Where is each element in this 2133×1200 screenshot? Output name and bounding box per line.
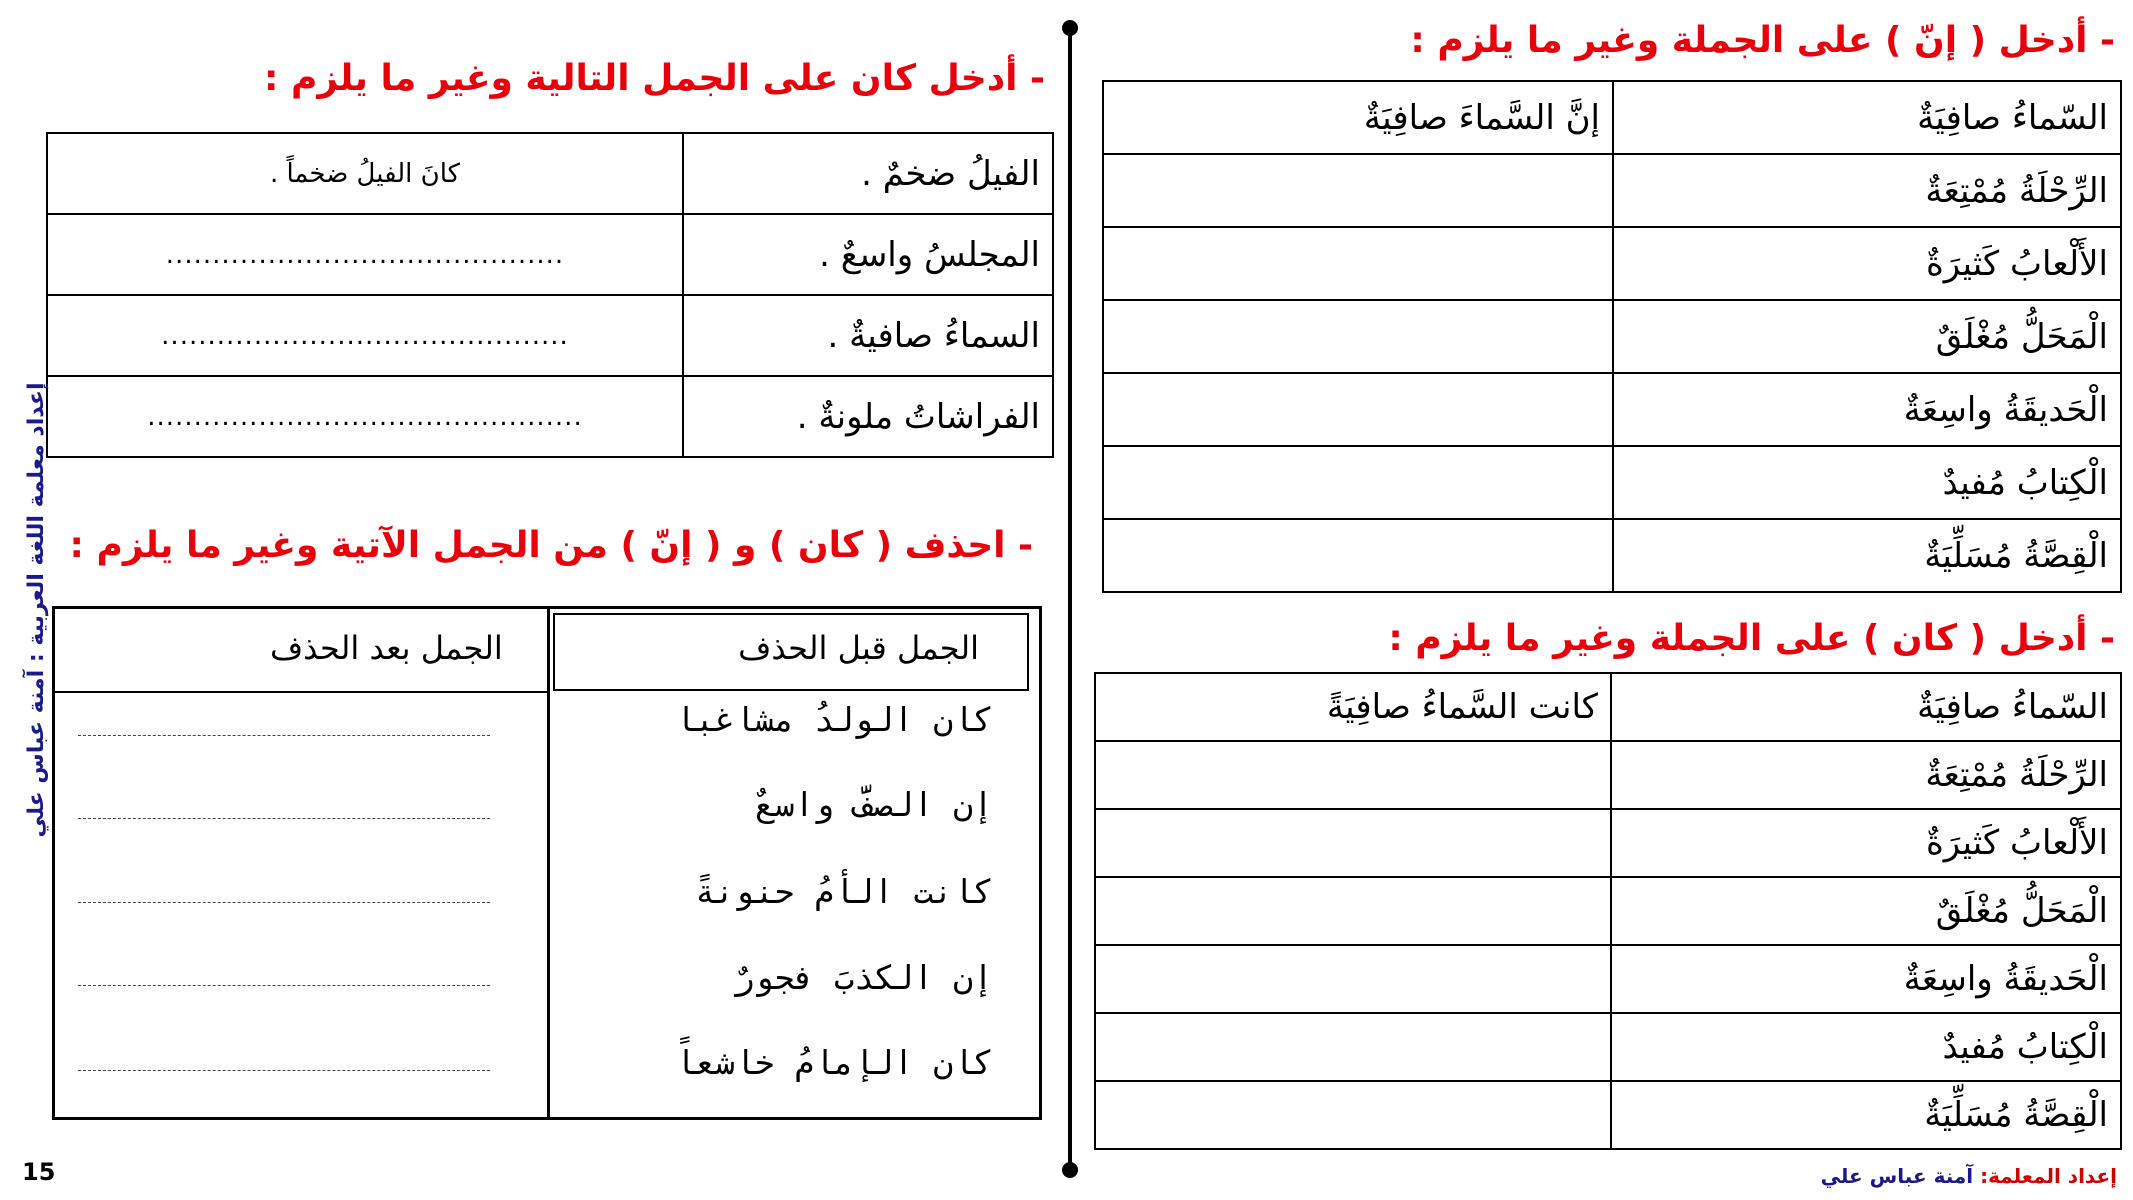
inna-answer-cell[interactable]: إنَّ السَّماءَ صافِيَةٌ [1103,81,1613,154]
delete-header-after: الجمل بعد الحذف [270,629,503,667]
delete-answer-line[interactable] [78,735,490,736]
kana-right-sentence-cell: الرِّحْلَةُ مُمْتِعَةٌ [1611,741,2121,809]
inna-answer-cell[interactable] [1103,446,1613,519]
kana-left-answer-cell[interactable]: ............................................ [47,295,683,376]
footer-credit-label: إعداد المعلمة: [1980,1164,2117,1188]
exercise-kana-left-title: - أدخل كان على الجمل التالية وغير ما يلزم : [264,58,1045,99]
inna-row [1103,373,2121,446]
inna-row [1103,300,2121,373]
kana-right-row [1095,673,2121,741]
exercise-delete-title: - احذف ( كان ) و ( إنّ ) من الجمل الآتية وغير ما يلزم : [69,525,1033,566]
delete-answer-line[interactable] [78,985,490,986]
inna-sentence-cell: الْكِتابُ مُفيدٌ [1613,446,2121,519]
kana-left-answer-cell[interactable]: ........................................... [47,214,683,295]
inna-answer-cell[interactable] [1103,519,1613,592]
kana-right-row [1095,1081,2121,1149]
inna-sentence-cell: الْقِصَّةُ مُسَلِّيَةٌ [1613,519,2121,592]
exercise-kana-right-table [1094,672,2122,1150]
delete-sentence: إن الصفَّ واسعٌ [754,785,993,824]
kana-right-sentence-cell: الْكِتابُ مُفيدٌ [1611,1013,2121,1081]
kana-left-row [47,376,1053,457]
footer-credit [1821,1164,2117,1188]
delete-sentence: كان الولدُ مشاغبا [675,700,993,739]
kana-left-answer-cell[interactable]: كانَ الفيلُ ضخماً . [47,133,683,214]
delete-sentence: كانت الأمُ حنونةً [694,872,993,911]
kana-right-row [1095,809,2121,877]
page-number: 15 [22,1158,56,1186]
kana-left-answer-cell[interactable]: ............................................... [47,376,683,457]
kana-left-row [47,133,1053,214]
delete-answer-line[interactable] [78,1070,490,1071]
kana-right-sentence-cell: الْمَحَلُّ مُغْلَقٌ [1611,877,2121,945]
kana-right-row [1095,741,2121,809]
kana-right-answer-cell[interactable] [1095,877,1611,945]
delete-sentence: إن الكذبَ فجورٌ [734,958,993,997]
exercise-inna-table [1102,80,2122,593]
inna-answer-cell[interactable] [1103,300,1613,373]
kana-right-answer-cell[interactable] [1095,945,1611,1013]
kana-right-row [1095,877,2121,945]
kana-right-sentence-cell: السّماءُ صافِيَةٌ [1611,673,2121,741]
kana-left-sentence-cell: الفيلُ ضخمٌ . [683,133,1053,214]
delete-answer-line[interactable] [78,818,490,819]
kana-right-row [1095,945,2121,1013]
inna-sentence-cell: الأَلْعابُ كَثيرَةٌ [1613,227,2121,300]
inna-row [1103,446,2121,519]
divider-bottom-dot [1062,1162,1078,1178]
kana-right-answer-cell[interactable]: كانت السَّماءُ صافِيَةً [1095,673,1611,741]
kana-left-row [47,214,1053,295]
footer-credit-name: آمنة عباس علي [1820,1164,1974,1188]
kana-right-sentence-cell: الْقِصَّةُ مُسَلِّيَةٌ [1611,1081,2121,1149]
delete-column-separator [547,609,550,1117]
inna-row [1103,519,2121,592]
kana-right-row [1095,1013,2121,1081]
kana-left-sentence-cell: الفراشاتُ ملونةٌ . [683,376,1053,457]
center-divider [1068,28,1072,1176]
exercise-kana-right-title: - أدخل ( كان ) على الجملة وغير ما يلزم : [1388,618,2115,659]
inna-sentence-cell: الْمَحَلُّ مُغْلَقٌ [1613,300,2121,373]
delete-sentence: كان الإمامُ خاشعاً [675,1043,993,1082]
kana-right-sentence-cell: الأَلْعابُ كَثيرَةٌ [1611,809,2121,877]
kana-right-sentence-cell: الْحَديقَةُ واسِعَةٌ [1611,945,2121,1013]
delete-answer-line[interactable] [78,902,490,903]
side-credit-text: إعداد معلمة اللغة العربية : آمنة عباس علي [24,382,49,838]
inna-sentence-cell: الرِّحْلَةُ مُمْتِعَةٌ [1613,154,2121,227]
inna-row [1103,154,2121,227]
kana-right-answer-cell[interactable] [1095,1013,1611,1081]
exercise-kana-left-table [46,132,1054,458]
side-credit [24,340,50,880]
divider-top-dot [1062,20,1078,36]
kana-right-answer-cell[interactable] [1095,741,1611,809]
delete-header-before: الجمل قبل الحذف [738,629,979,667]
inna-answer-cell[interactable] [1103,373,1613,446]
inna-answer-cell[interactable] [1103,227,1613,300]
kana-left-row [47,295,1053,376]
kana-left-sentence-cell: المجلسُ واسعٌ . [683,214,1053,295]
exercise-inna-title: - أدخل ( إنّ ) على الجملة وغير ما يلزم : [1410,20,2115,61]
inna-sentence-cell: الْحَديقَةُ واسِعَةٌ [1613,373,2121,446]
kana-right-answer-cell[interactable] [1095,1081,1611,1149]
inna-row [1103,81,2121,154]
inna-row [1103,227,2121,300]
inna-answer-cell[interactable] [1103,154,1613,227]
kana-left-sentence-cell: السماءُ صافيةٌ . [683,295,1053,376]
kana-right-answer-cell[interactable] [1095,809,1611,877]
inna-sentence-cell: السّماءُ صافِيَةٌ [1613,81,2121,154]
